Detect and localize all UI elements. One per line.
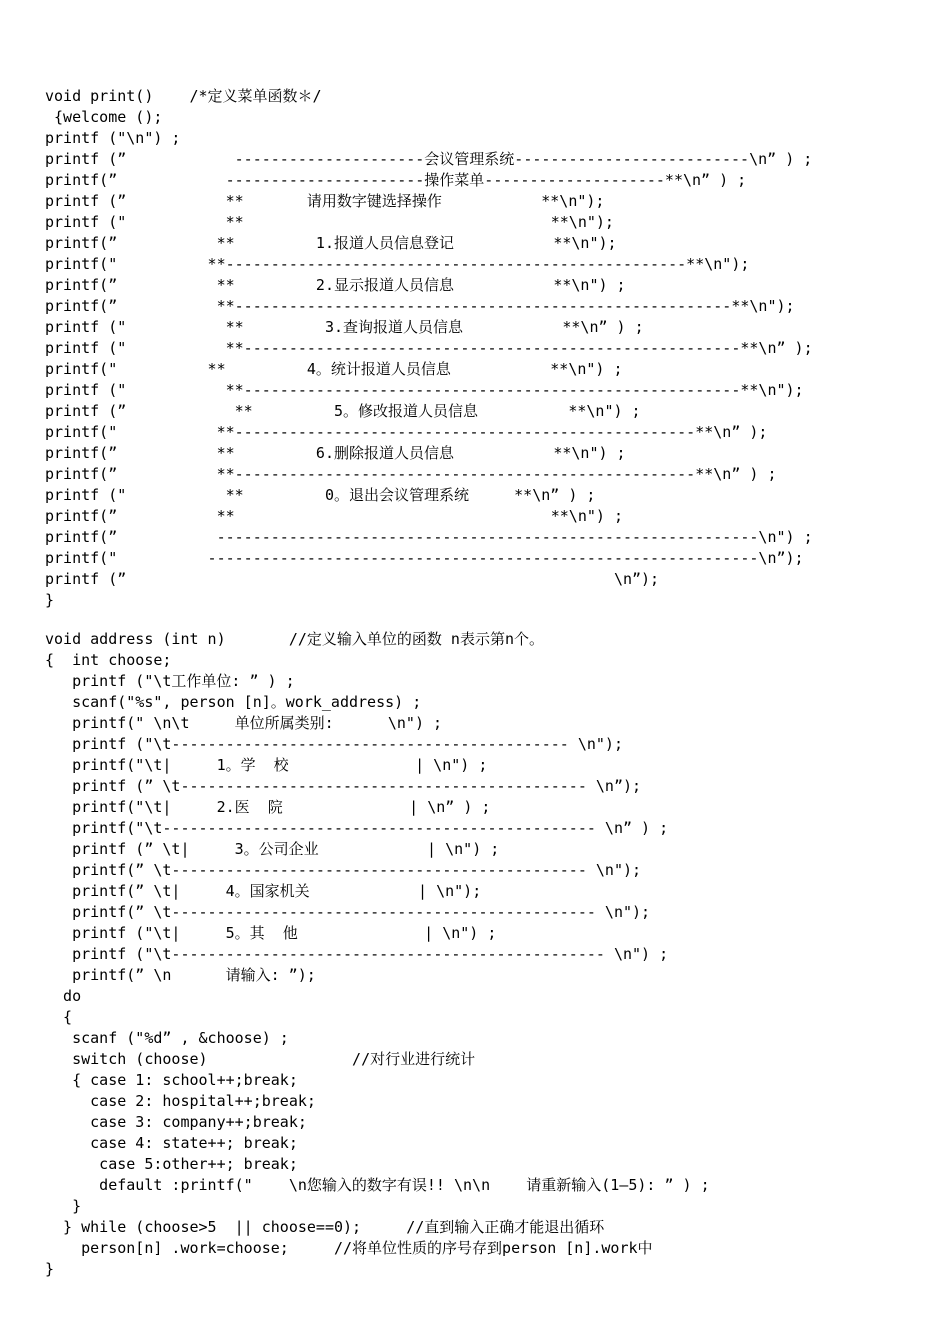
code-line: printf(” **---------------------------------------------------**\n” ) ; bbox=[45, 465, 777, 483]
code-line: printf(" \n\t 单位所属类别: \n") ; bbox=[45, 714, 443, 732]
code-line: printf(” \t---------------------------------------------- \n"); bbox=[45, 861, 642, 879]
code-line: printf (” \n”); bbox=[45, 570, 660, 588]
code-line: printf(" **---------------------------------------------------**\n” ); bbox=[45, 423, 768, 441]
code-line: printf ("\t-------------------------------------------- \n"); bbox=[45, 735, 623, 753]
code-line: printf ("\t------------------------------------------------ \n") ; bbox=[45, 945, 669, 963]
code-line: printf ("\t| 5。其 他 | \n") ; bbox=[45, 924, 497, 942]
code-line: printf(” **-------------------------------------------------------**\n"); bbox=[45, 297, 795, 315]
code-line: printf("\t| 1。学 校 | \n") ; bbox=[45, 756, 488, 774]
code-line: { case 1: school++;break; bbox=[45, 1071, 298, 1089]
code-line: printf(” ** 6.删除报道人员信息 **\n") ; bbox=[45, 444, 626, 462]
code-line: person[n] .work=choose; //将单位性质的序号存到person [n].work中 bbox=[45, 1239, 653, 1257]
code-line: printf (" **-------------------------------------------------------**\n"); bbox=[45, 381, 804, 399]
code-line: printf(” ** 2.显示报道人员信息 **\n") ; bbox=[45, 276, 626, 294]
code-line: printf("\t------------------------------------------------ \n” ) ; bbox=[45, 819, 669, 837]
code-line: printf(" -------------------------------------------------------------\n”); bbox=[45, 549, 804, 567]
code-line: } while (choose>5 || choose==0); //直到输入正确才能退出循环 bbox=[45, 1218, 605, 1236]
code-line: printf(” ------------------------------------------------------------\n") ; bbox=[45, 528, 813, 546]
code-line: printf(” \t| 4。国家机关 | \n"); bbox=[45, 882, 482, 900]
code-line: void address (int n) //定义输入单位的函数 n表示第n个。 bbox=[45, 630, 544, 648]
code-line: do bbox=[45, 987, 82, 1005]
code-line: } bbox=[45, 591, 55, 609]
code-line: case 3: company++;break; bbox=[45, 1113, 307, 1131]
code-line: printf(” \t----------------------------------------------- \n"); bbox=[45, 903, 651, 921]
code-line: printf (” ** 5。修改报道人员信息 **\n") ; bbox=[45, 402, 641, 420]
code-line: printf(” ----------------------操作菜单--------------------**\n” ) ; bbox=[45, 171, 747, 189]
code-line: { bbox=[45, 1008, 73, 1026]
code-line: } bbox=[45, 1260, 55, 1278]
code-line: void print() /*定义菜单函数＊/ bbox=[45, 87, 322, 105]
code-line: printf (" ** 3.查询报道人员信息 **\n” ) ; bbox=[45, 318, 644, 336]
code-line: case 2: hospital++;break; bbox=[45, 1092, 316, 1110]
code-line: case 5:other++; break; bbox=[45, 1155, 298, 1173]
code-line: printf (” ---------------------会议管理系统--------------------------\n” ) ; bbox=[45, 150, 813, 168]
code-line: } bbox=[45, 1197, 82, 1215]
code-line: printf (" **-------------------------------------------------------**\n” ); bbox=[45, 339, 813, 357]
code-line: {welcome (); bbox=[45, 108, 163, 126]
code-line: printf (” \t--------------------------------------------- \n”); bbox=[45, 777, 642, 795]
code-line: scanf ("%d” , &choose) ; bbox=[45, 1029, 289, 1047]
code-line: printf(” ** **\n") ; bbox=[45, 507, 623, 525]
code-line: printf ("\t工作单位: ” ) ; bbox=[45, 672, 295, 690]
code-line: printf (” ** 请用数字键选择操作 **\n"); bbox=[45, 192, 605, 210]
code-line: printf(" ** 4。统计报道人员信息 **\n") ; bbox=[45, 360, 623, 378]
code-line: printf (" ** **\n"); bbox=[45, 213, 614, 231]
code-line: printf(” ** 1.报道人员信息登记 **\n"); bbox=[45, 234, 617, 252]
code-line: printf (" ** 0。退出会议管理系统 **\n” ) ; bbox=[45, 486, 596, 504]
code-line: printf(” \n 请输入: ”); bbox=[45, 966, 316, 984]
code-line: printf("\t| 2.医 院 | \n” ) ; bbox=[45, 798, 491, 816]
code-line: { int choose; bbox=[45, 651, 172, 669]
code-line: printf (” \t| 3。公司企业 | \n") ; bbox=[45, 840, 500, 858]
code-line: printf ("\n") ; bbox=[45, 129, 181, 147]
code-line: default :printf(" \n您输入的数字有误!! \n\n 请重新输入(1—5): ” ) ; bbox=[45, 1176, 710, 1194]
code-line: case 4: state++; break; bbox=[45, 1134, 298, 1152]
code-line: printf(" **---------------------------------------------------**\n"); bbox=[45, 255, 750, 273]
code-line: switch (choose) //对行业进行统计 bbox=[45, 1050, 476, 1068]
code-line: scanf("%s", person [n]。work_address) ; bbox=[45, 693, 422, 711]
